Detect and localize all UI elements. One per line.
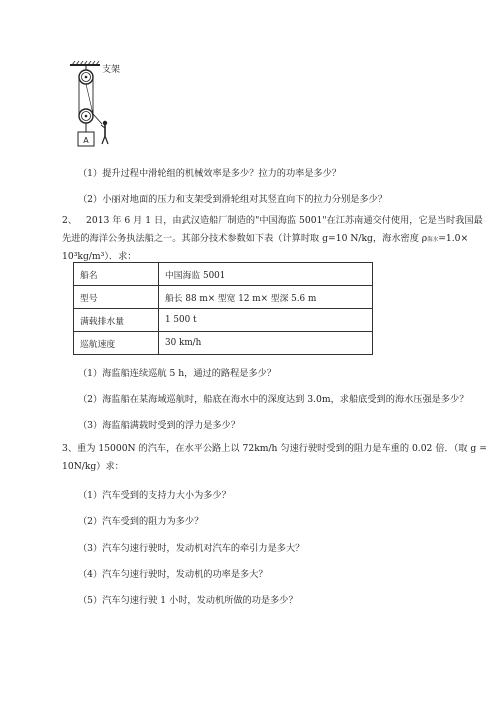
box-label: A [83, 136, 89, 145]
q3-sub4: （4）汽车匀速行驶时，发动机的功率是多大？ [78, 569, 268, 580]
q2-sub3: （3）海监船满载时受到的浮力是多少？ [78, 420, 241, 431]
q3-sub1: （1）汽车受到的支持力大小为多少？ [78, 490, 231, 501]
table-key: 满载排水量 [74, 309, 159, 332]
q3-sub5: （5）汽车匀速行驶 1 小时，发动机所做的功是多少？ [78, 595, 298, 606]
table-row [74, 286, 373, 309]
table-row [74, 332, 373, 355]
q1-sub1: （1）提升过程中滑轮组的机械效率是多少？拉力的功率是多少？ [78, 168, 342, 179]
table-row [74, 309, 373, 332]
q3-sub2: （2）汽车受到的阻力为多少？ [78, 516, 204, 527]
q3-line1: 3、重为 15000N 的汽车，在水平公路上以 72km/h 匀速行驶时受到的阻力是车重的 0.02 倍．（取 g = [62, 443, 487, 454]
table-value: 1 500 t [159, 309, 373, 332]
q2-number: 2、 [62, 215, 78, 226]
q2-sub1: （1）海监船连续巡航 5 h，通过的路程是多少？ [78, 368, 277, 379]
table-key: 船名 [74, 263, 159, 286]
q3-sub3: （3）汽车匀速行驶时，发动机对汽车的牵引力是多大？ [78, 543, 305, 554]
q2-intro-line1: 2013 年 6 月 1 日，由武汉造船厂制造的"中国海监 5001"在江苏南通交付使用，它是当时我国最 [86, 215, 483, 226]
table-key: 巡航速度 [74, 332, 159, 355]
q3-line2: 10N/kg）求： [62, 461, 124, 472]
table-row [74, 263, 373, 286]
table-value: 中国海监 5001 [159, 263, 373, 286]
spec-table [73, 262, 373, 355]
q2-intro-line2: 先进的海洋公务执法船之一。其部分技术参数如下表（计算时取 g=10 N/kg，海水密度 ρ海水=1.0× [62, 233, 469, 244]
table-value: 30 km/h [159, 332, 373, 355]
rho-subscript: 海水 [427, 237, 439, 243]
q2-intro-line3: 10³kg/m³）．求： [62, 251, 137, 262]
support-label: 支架 [102, 65, 121, 75]
table-value: 船长 88 m× 型宽 12 m× 型深 5.6 m [159, 286, 373, 309]
table-key: 型号 [74, 286, 159, 309]
q1-sub2: （2）小丽对地面的压力和支架受到滑轮组对其竖直向下的拉力分别是多少？ [78, 194, 388, 205]
q2-sub2: （2）海监船在某海域巡航时，船底在海水中的深度达到 3.0m，求船底受到的海水压强是多少？ [78, 394, 469, 405]
